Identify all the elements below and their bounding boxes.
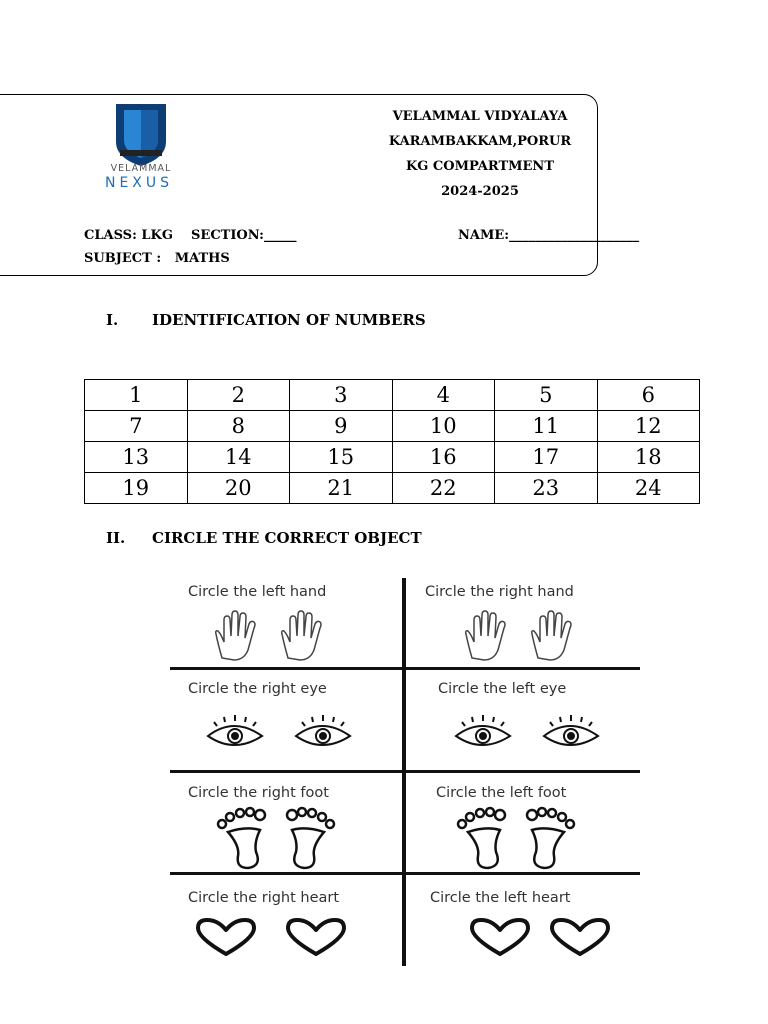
hands-pair-2-icon [460, 610, 610, 662]
table-cell: 20 [187, 473, 290, 504]
table-cell: 8 [187, 411, 290, 442]
right-foot-prompt: Circle the right foot [188, 785, 329, 801]
logo-sub: NEXUS [104, 175, 174, 191]
grid-divider-1 [170, 667, 640, 670]
section-2-title [106, 529, 422, 547]
table-cell: 13 [85, 442, 188, 473]
right-hand-prompt: Circle the right hand [425, 584, 574, 600]
table-cell: 19 [85, 473, 188, 504]
number-table [84, 379, 700, 504]
table-cell: 11 [495, 411, 598, 442]
table-cell: 3 [290, 380, 393, 411]
right-eye-prompt: Circle the right eye [188, 681, 327, 697]
table-row [85, 380, 700, 411]
right-heart-prompt: Circle the right heart [188, 890, 340, 906]
table-cell: 1 [85, 380, 188, 411]
eyes-pair-1-icon [204, 712, 364, 752]
table-cell: 12 [597, 411, 700, 442]
school-location: KARAMBAKKAM,PORUR [388, 134, 572, 149]
hearts-pair-1-icon [192, 916, 352, 958]
logo-brand: VELAMMAL [110, 163, 172, 174]
section-1-number: I. [106, 311, 119, 329]
school-year: 2024-2025 [441, 184, 519, 199]
eyes-pair-2-icon [452, 712, 612, 752]
section-2-number: II. [106, 529, 126, 547]
table-row [85, 442, 700, 473]
table-cell: 22 [392, 473, 495, 504]
grid-divider-3 [170, 872, 640, 875]
table-cell: 7 [85, 411, 188, 442]
table-cell: 18 [597, 442, 700, 473]
hearts-pair-2-icon [466, 916, 626, 958]
table-cell: 9 [290, 411, 393, 442]
table-cell: 6 [597, 380, 700, 411]
left-hand-prompt: Circle the left hand [188, 584, 327, 600]
subject: SUBJECT : MATHS [84, 251, 230, 266]
school-name: VELAMMAL VIDYALAYA [392, 109, 568, 124]
school-info [370, 104, 590, 204]
circle-activity-grid [170, 578, 640, 966]
table-cell: 5 [495, 380, 598, 411]
table-cell: 4 [392, 380, 495, 411]
table-cell: 10 [392, 411, 495, 442]
feet-pair-2-icon [454, 806, 604, 872]
table-cell: 16 [392, 442, 495, 473]
table-cell: 17 [495, 442, 598, 473]
section-1-label: IDENTIFICATION OF NUMBERS [152, 311, 426, 329]
table-cell: 2 [187, 380, 290, 411]
table-cell: 21 [290, 473, 393, 504]
section-1-title [106, 311, 426, 329]
school-compartment: KG COMPARTMENT [405, 159, 554, 174]
table-row [85, 473, 700, 504]
section-2-label: CIRCLE THE CORRECT OBJECT [152, 529, 422, 547]
student-name-field: NAME:____________________ [458, 228, 640, 243]
left-heart-prompt: Circle the left heart [430, 890, 571, 906]
left-foot-prompt: Circle the left foot [436, 785, 567, 801]
left-eye-prompt: Circle the left eye [438, 681, 567, 697]
table-row [85, 411, 700, 442]
table-cell: 24 [597, 473, 700, 504]
table-cell: 14 [187, 442, 290, 473]
feet-pair-1-icon [214, 806, 364, 872]
grid-divider-2 [170, 770, 640, 773]
table-cell: 15 [290, 442, 393, 473]
table-cell: 23 [495, 473, 598, 504]
hands-pair-1-icon [210, 610, 360, 662]
class-section: CLASS: LKG SECTION:_____ [84, 228, 297, 243]
